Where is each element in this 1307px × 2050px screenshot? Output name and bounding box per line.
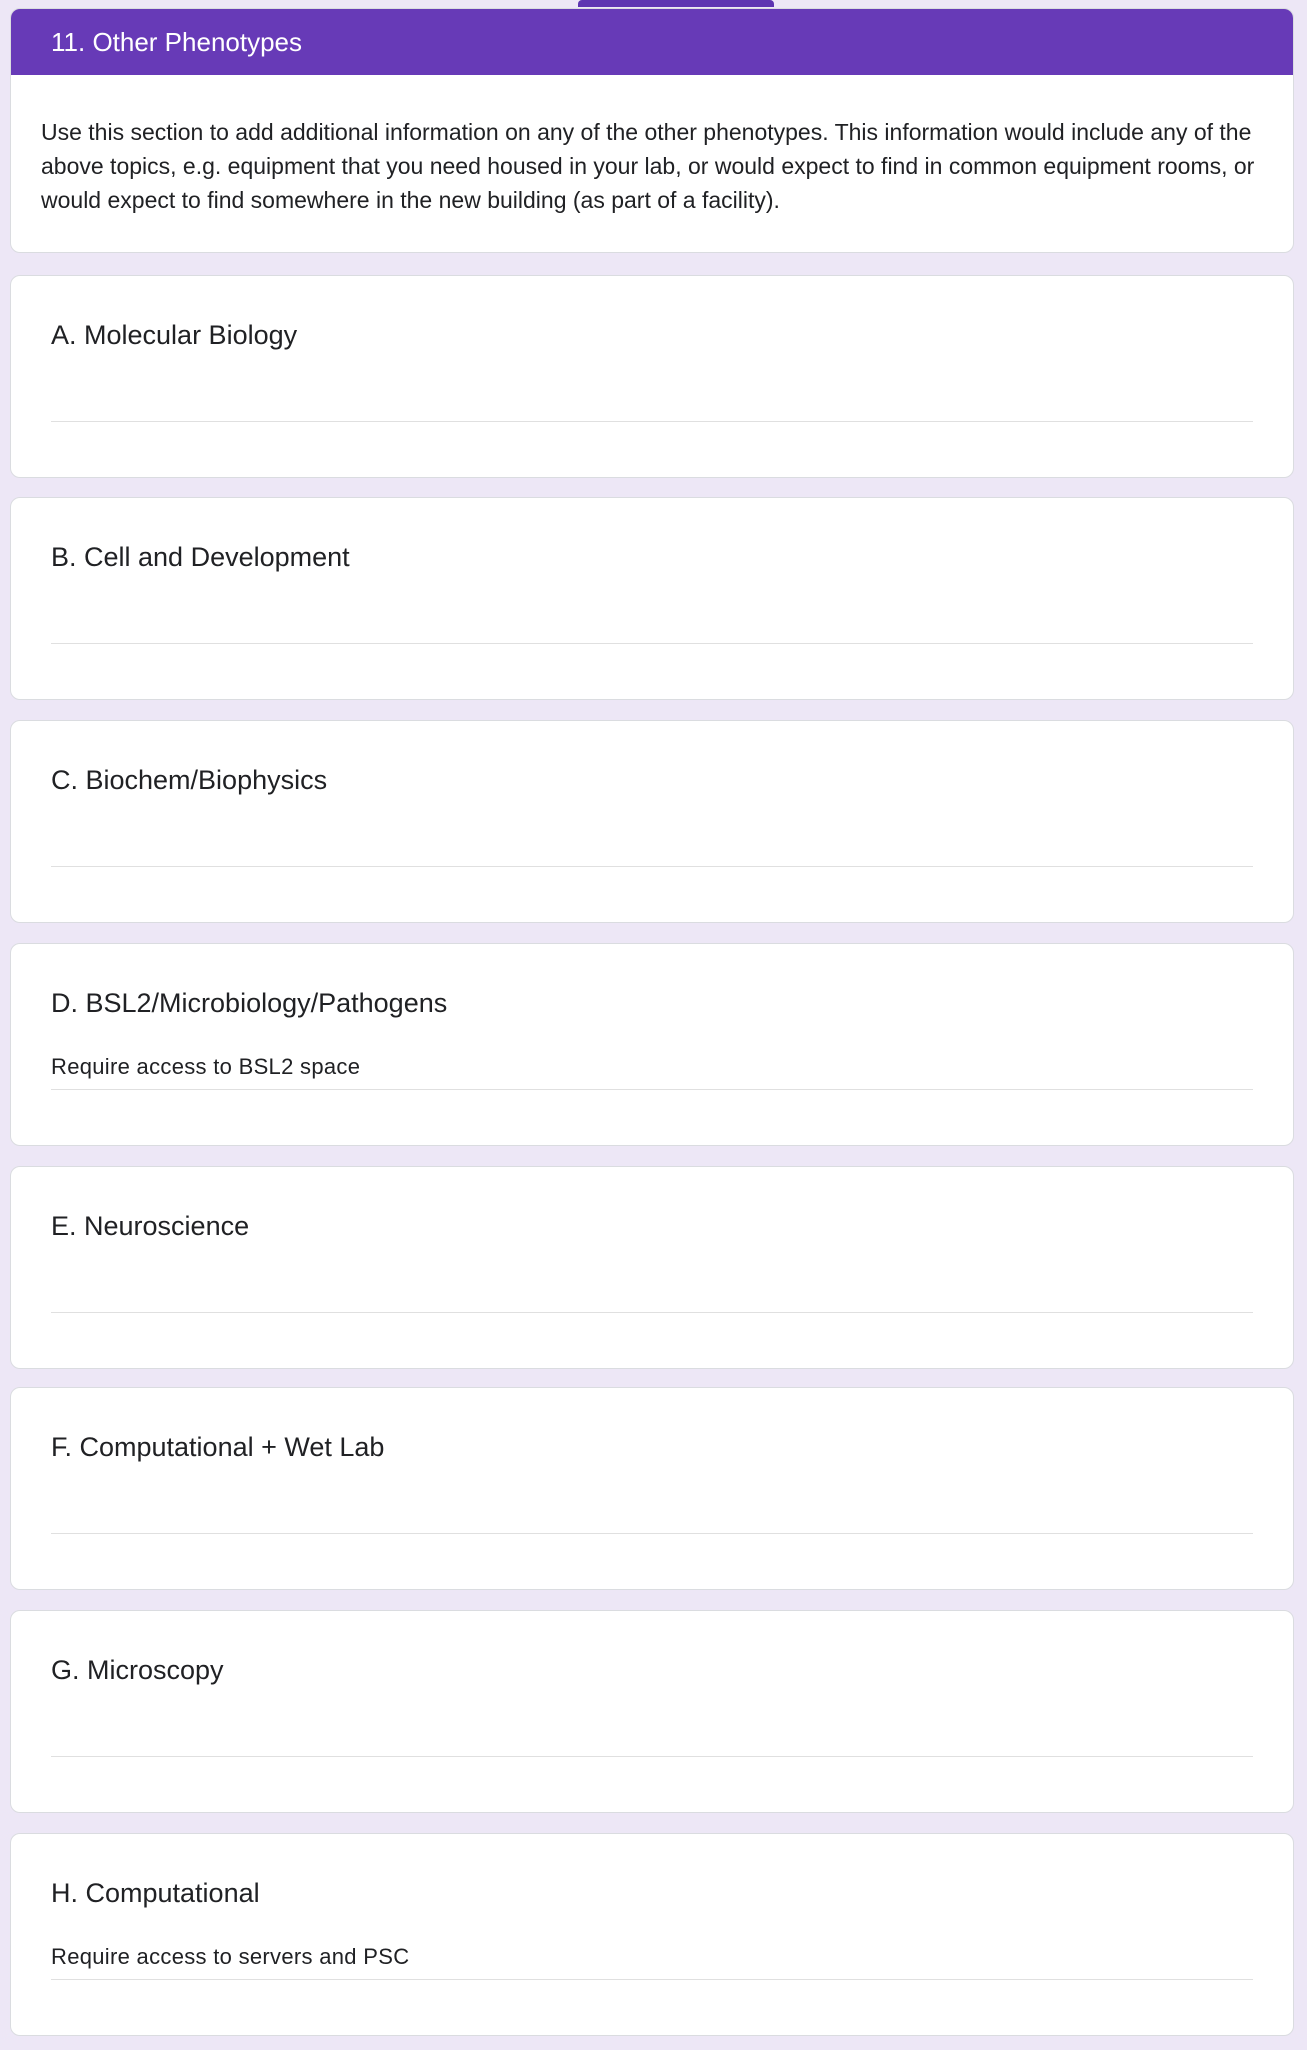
question-card-microscopy bbox=[10, 1610, 1294, 1813]
question-title: D. BSL2/Microbiology/Pathogens bbox=[51, 988, 448, 1018]
question-title: C. Biochem/Biophysics bbox=[51, 765, 328, 795]
answer-field[interactable] bbox=[51, 1273, 1253, 1313]
section-tab-indicator bbox=[578, 0, 774, 7]
question-title: E. Neuroscience bbox=[51, 1211, 250, 1241]
question-card-bsl2-microbiology-pathogens bbox=[10, 943, 1294, 1146]
question-card-computational bbox=[10, 1833, 1294, 2036]
question-card-computational-wet-lab bbox=[10, 1387, 1294, 1590]
question-title: A. Molecular Biology bbox=[51, 320, 298, 350]
question-card-biochem-biophysics bbox=[10, 720, 1294, 923]
question-title: G. Microscopy bbox=[51, 1655, 224, 1685]
answer-field[interactable] bbox=[51, 604, 1253, 644]
answer-field[interactable] bbox=[51, 382, 1253, 422]
answer-field[interactable] bbox=[51, 827, 1253, 867]
question-card-neuroscience bbox=[10, 1166, 1294, 1369]
section-title: 11. Other Phenotypes bbox=[11, 9, 1293, 75]
answer-field[interactable] bbox=[51, 1717, 1253, 1757]
answer-field[interactable]: Require access to BSL2 space bbox=[51, 1050, 1253, 1090]
section-header-card bbox=[10, 8, 1294, 253]
question-title: B. Cell and Development bbox=[51, 542, 350, 572]
question-card-cell-and-development bbox=[10, 497, 1294, 700]
section-description: Use this section to add additional information on any of the other phenotypes. This information would include any of the above topics, e.g. equipment that you need housed in your lab, or would expect to find in common equipment rooms, or would expect to find somewhere in the new building (as part of a facility). bbox=[41, 119, 1255, 213]
question-title: F. Computational + Wet Lab bbox=[51, 1432, 385, 1462]
answer-field[interactable]: Require access to servers and PSC bbox=[51, 1940, 1253, 1980]
question-title: H. Computational bbox=[51, 1878, 260, 1908]
answer-field[interactable] bbox=[51, 1494, 1253, 1534]
question-card-molecular-biology bbox=[10, 275, 1294, 478]
